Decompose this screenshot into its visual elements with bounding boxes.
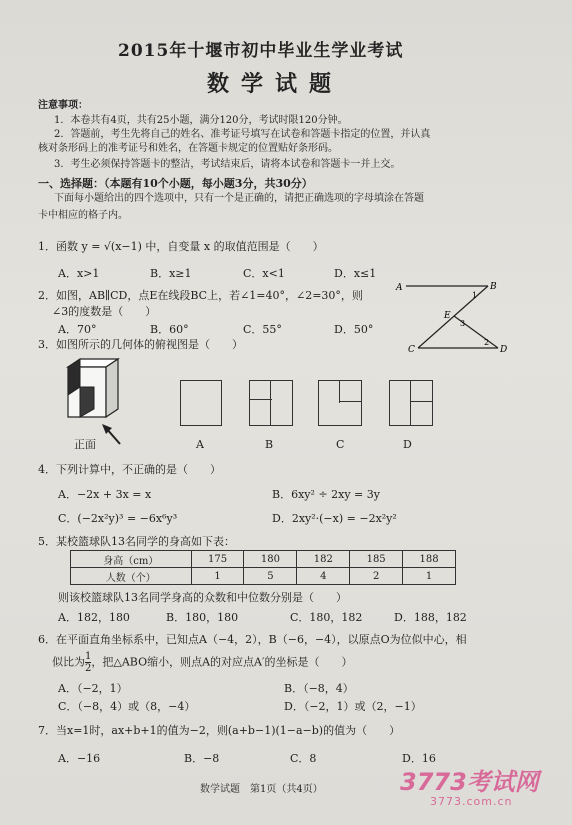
q6-stem-prefix: 似比为 bbox=[52, 655, 85, 669]
q5-option-b: B．180，180 bbox=[166, 611, 239, 624]
q3-option-c-view bbox=[318, 380, 362, 426]
table-cell: 1 bbox=[191, 568, 244, 585]
q5-sub-question: 则该校篮球队13名同学身高的众数和中位数分别是（ ） bbox=[58, 591, 347, 604]
table-header-cell: 182 bbox=[297, 551, 350, 568]
q4-option-a: A．−2x + 3x = x bbox=[58, 488, 152, 501]
q1-option-a: A．x>1 bbox=[58, 267, 100, 280]
q5-option-c: C．180，182 bbox=[290, 611, 363, 624]
q1-option-c: C．x<1 bbox=[243, 267, 285, 280]
q3-option-a-view bbox=[180, 380, 222, 426]
exam-title: 2015年十堰市初中毕业生学业考试 bbox=[118, 41, 404, 61]
figure-label-b: B bbox=[490, 282, 497, 292]
q7-option-a: A．−16 bbox=[58, 752, 101, 765]
q7-option-c: C．8 bbox=[290, 752, 317, 765]
q2-stem-line-2: ∠3的度数是（ ） bbox=[52, 305, 157, 318]
figure-label-angle-2: 2 bbox=[484, 338, 490, 347]
q3-stem: 3．如图所示的几何体的俯视图是（ ） bbox=[38, 338, 243, 351]
q2-parallel-lines-figure bbox=[392, 278, 512, 356]
exam-subtitle: 数学试题 bbox=[207, 71, 344, 97]
figure-label-angle-1: 1 bbox=[472, 291, 478, 300]
table-cell: 2 bbox=[350, 568, 403, 585]
page-footer: 数学试题 第1页（共4页） bbox=[200, 784, 323, 795]
figure-label-angle-3: 3 bbox=[460, 319, 466, 328]
front-view-label: 正面 bbox=[74, 438, 96, 451]
notice-line-1: 1．本卷共有4页，共有25小题，满分120分，考试时限120分钟。 bbox=[54, 115, 348, 126]
q6-stem-suffix: ，把△ABO缩小，则点A的对应点A′的坐标是（ ） bbox=[91, 655, 353, 669]
notice-line-2: 2．答题前，考生先将自己的姓名、准考证号填写在试卷和答题卡指定的位置，并认真 bbox=[54, 129, 431, 140]
table-header-cell: 身高（cm） bbox=[71, 551, 192, 568]
q6-stem-line-2 bbox=[52, 651, 352, 674]
watermark-url: 3773.com.cn bbox=[430, 795, 513, 808]
notice-line-4: 3．考生必须保持答题卡的整洁，考试结束后，请将本试卷和答题卡一并上交。 bbox=[54, 159, 401, 170]
q5-option-a: A．182，180 bbox=[58, 611, 130, 624]
table-cell: 4 bbox=[297, 568, 350, 585]
q2-option-d: D．50° bbox=[334, 323, 374, 336]
section-instruction-1: 下面每小题给出的四个选项中，只有一个是正确的，请把正确选项的字母填涂在答题 bbox=[54, 193, 424, 204]
notice-heading: 注意事项： bbox=[38, 100, 88, 111]
q3-option-d-view bbox=[389, 380, 433, 426]
table-row bbox=[71, 568, 456, 585]
q7-option-d: D．16 bbox=[402, 752, 436, 765]
q1-stem: 1．函数 y = √(x−1) 中，自变量 x 的取值范围是（ ） bbox=[38, 240, 324, 253]
q2-stem-line-1: 2．如图，AB∥CD，点E在线段BC上，若∠1=40°，∠2=30°，则 bbox=[38, 289, 363, 302]
q1-option-d: D．x≤1 bbox=[334, 267, 377, 280]
figure-label-c: C bbox=[408, 345, 415, 355]
table-row-label: 人数（个） bbox=[71, 568, 192, 585]
q7-option-b: B．−8 bbox=[184, 752, 220, 765]
q4-option-d: D．2xy²·(−x) = −2x²y² bbox=[272, 512, 397, 525]
section-instruction-2: 卡中相应的格子内。 bbox=[38, 210, 128, 221]
q4-option-b: B．6xy² ÷ 2xy = 3y bbox=[272, 488, 380, 501]
figure-label-d: D bbox=[500, 345, 508, 355]
q5-stem: 5．某校篮球队13名同学的身高如下表： bbox=[38, 535, 235, 548]
q5-option-d: D．188，182 bbox=[394, 611, 467, 624]
q4-stem: 4．下列计算中，不正确的是（ ） bbox=[38, 463, 221, 476]
q3-option-b-label: B bbox=[265, 438, 274, 451]
q3-option-a-label: A bbox=[196, 438, 204, 451]
q3-option-c-label: C bbox=[336, 438, 345, 451]
q6-option-c: C．（−8，4）或（8，−4） bbox=[58, 700, 196, 713]
q4-option-c: C．(−2x²y)³ = −6x⁶y³ bbox=[58, 512, 178, 525]
q7-stem: 7．当x=1时，ax+b+1的值为−2，则(a+b−1)(1−a−b)的值为（ ） bbox=[38, 724, 401, 737]
table-cell: 1 bbox=[403, 568, 456, 585]
q1-option-b: B．x≥1 bbox=[150, 267, 192, 280]
figure-label-a: A bbox=[396, 283, 403, 293]
q6-option-a: A．（−2，1） bbox=[58, 682, 128, 695]
fraction-denominator: 2 bbox=[85, 663, 92, 674]
notice-line-3: 核对条形码上的准考证号和姓名，在答题卡规定的位置贴好条形码。 bbox=[38, 143, 338, 154]
q6-option-b: B．（−8，4） bbox=[284, 682, 354, 695]
figure-label-e: E bbox=[444, 311, 451, 321]
section-heading: 一、选择题：（本题有10个小题，每小题3分，共30分） bbox=[38, 177, 313, 190]
front-view-arrow-icon bbox=[98, 422, 128, 448]
q6-option-d: D．（−2，1）或（2，−1） bbox=[284, 700, 422, 713]
q5-height-table bbox=[70, 550, 456, 585]
table-cell: 5 bbox=[244, 568, 297, 585]
q3-option-d-label: D bbox=[403, 438, 412, 451]
q2-option-b: B．60° bbox=[150, 323, 189, 336]
q3-option-b-view bbox=[249, 380, 293, 426]
q2-option-c: C．55° bbox=[243, 323, 282, 336]
fraction-numerator: 1 bbox=[85, 651, 92, 662]
table-header-cell: 188 bbox=[403, 551, 456, 568]
table-header-row bbox=[71, 551, 456, 568]
q2-option-a: A．70° bbox=[58, 323, 97, 336]
table-header-cell: 180 bbox=[244, 551, 297, 568]
watermark-logo: 3773考试网 bbox=[400, 768, 539, 796]
table-header-cell: 175 bbox=[191, 551, 244, 568]
q6-stem-line-1: 6．在平面直角坐标系中，已知点A（−4，2），B（−6，−4），以原点O为位似中心，相 bbox=[38, 633, 467, 646]
table-header-cell: 185 bbox=[350, 551, 403, 568]
